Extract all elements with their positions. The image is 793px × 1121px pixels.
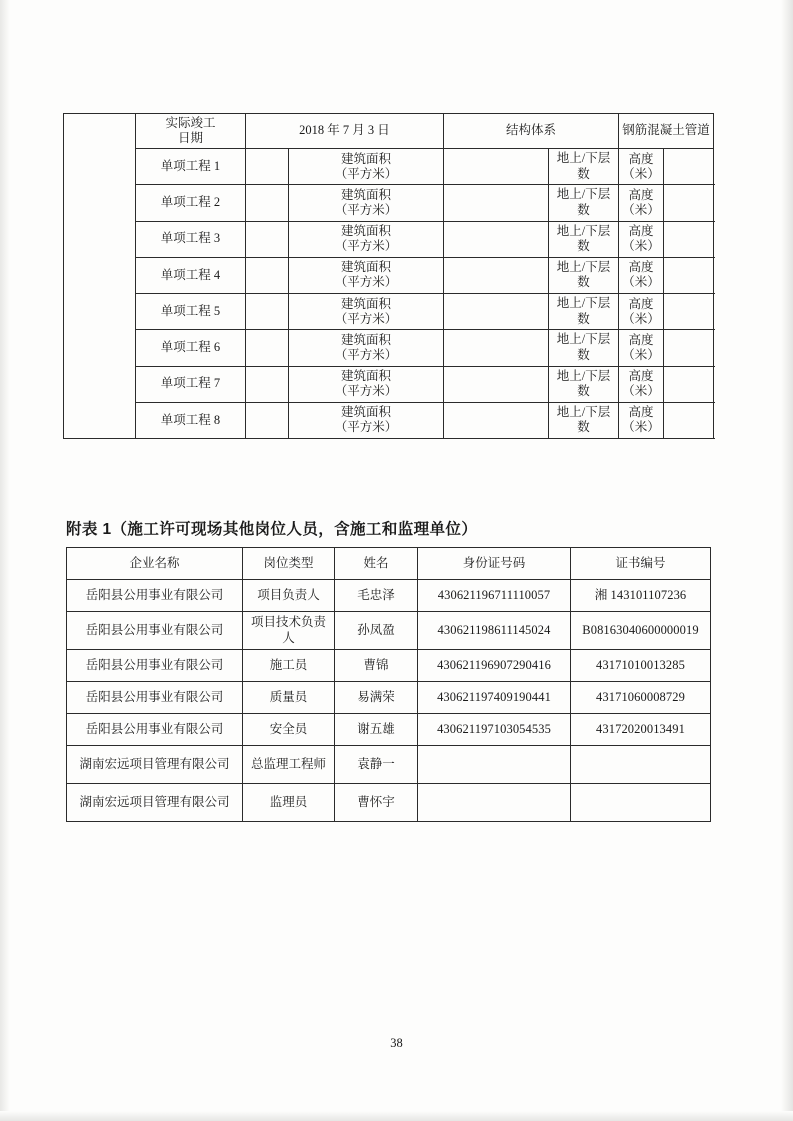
project-label: 单项工程 6 — [136, 330, 246, 366]
floors-label-cell: 地上/下层数 — [549, 185, 619, 221]
table-row — [67, 612, 711, 650]
structure-system-label: 结构体系 — [444, 114, 619, 149]
cell-company: 湖南宏远项目管理有限公司 — [67, 784, 243, 822]
cell-cert: 43171060008729 — [571, 682, 711, 714]
area-value-cell — [246, 294, 289, 330]
height-value-cell — [664, 402, 714, 438]
cell-company: 岳阳县公用事业有限公司 — [67, 650, 243, 682]
floors-value-cell — [444, 366, 549, 402]
cell-id — [418, 746, 571, 784]
column-header-name: 姓名 — [335, 548, 418, 580]
cell-cert: 43172020013491 — [571, 714, 711, 746]
completion-info-table — [63, 113, 714, 439]
project-label: 单项工程 1 — [136, 149, 246, 185]
project-label: 单项工程 5 — [136, 294, 246, 330]
column-header-role: 岗位类型 — [243, 548, 335, 580]
floors-label-cell: 地上/下层数 — [549, 257, 619, 293]
floors-value-cell — [444, 402, 549, 438]
table-row — [67, 650, 711, 682]
height-value-cell — [664, 221, 714, 257]
cell-role: 项目负责人 — [243, 580, 335, 612]
cell-id: 430621196711110057 — [418, 580, 571, 612]
cell-role: 质量员 — [243, 682, 335, 714]
table-row — [64, 149, 714, 185]
column-header-id: 身份证号码 — [418, 548, 571, 580]
table-row — [64, 185, 714, 221]
cell-company: 岳阳县公用事业有限公司 — [67, 612, 243, 650]
floors-label-cell: 地上/下层数 — [549, 366, 619, 402]
table-row-header — [64, 114, 714, 149]
cell-company: 岳阳县公用事业有限公司 — [67, 580, 243, 612]
height-label-cell: 高度 （米） — [619, 221, 664, 257]
area-value-cell — [246, 185, 289, 221]
floors-value-cell — [444, 149, 549, 185]
height-label-cell: 高度 （米） — [619, 185, 664, 221]
cell-id: 430621198611145024 — [418, 612, 571, 650]
area-value-cell — [246, 221, 289, 257]
height-value-cell — [664, 149, 714, 185]
structure-system-value: 钢筋混凝土管道 — [619, 114, 714, 149]
column-header-cert: 证书编号 — [571, 548, 711, 580]
table-row — [64, 257, 714, 293]
table-row — [64, 330, 714, 366]
table-row — [67, 784, 711, 822]
cell-name: 袁静一 — [335, 746, 418, 784]
cell-name: 毛忠泽 — [335, 580, 418, 612]
cell-company: 岳阳县公用事业有限公司 — [67, 714, 243, 746]
table-row — [67, 746, 711, 784]
completion-date-label: 实际竣工 日期 — [136, 114, 246, 149]
cell-company: 岳阳县公用事业有限公司 — [67, 682, 243, 714]
column-header-company: 企业名称 — [67, 548, 243, 580]
floors-value-cell — [444, 257, 549, 293]
completion-info-table-container — [63, 113, 713, 439]
scan-edge-right — [781, 0, 793, 1121]
height-label-cell: 高度 （米） — [619, 257, 664, 293]
project-label: 单项工程 4 — [136, 257, 246, 293]
cell-cert: B08163040600000019 — [571, 612, 711, 650]
height-label-cell: 高度 （米） — [619, 330, 664, 366]
height-value-cell — [664, 294, 714, 330]
table-row — [67, 682, 711, 714]
floors-label-cell: 地上/下层数 — [549, 330, 619, 366]
cell-id — [418, 784, 571, 822]
height-value-cell — [664, 366, 714, 402]
area-value-cell — [246, 257, 289, 293]
height-value-cell — [664, 257, 714, 293]
area-value-cell — [246, 402, 289, 438]
cell-role: 安全员 — [243, 714, 335, 746]
area-label-cell: 建筑面积 （平方米） — [289, 221, 444, 257]
floors-label-cell: 地上/下层数 — [549, 402, 619, 438]
table-row — [67, 714, 711, 746]
cell-id: 430621196907290416 — [418, 650, 571, 682]
completion-date-value: 2018 年 7 月 3 日 — [246, 114, 444, 149]
cell-name: 孙凤盈 — [335, 612, 418, 650]
height-label-cell: 高度 （米） — [619, 366, 664, 402]
floors-value-cell — [444, 294, 549, 330]
project-label: 单项工程 3 — [136, 221, 246, 257]
left-margin-cell — [64, 114, 136, 439]
cell-company: 湖南宏远项目管理有限公司 — [67, 746, 243, 784]
cell-name: 易满荣 — [335, 682, 418, 714]
area-label-cell: 建筑面积 （平方米） — [289, 402, 444, 438]
project-label: 单项工程 8 — [136, 402, 246, 438]
cell-id: 430621197103054535 — [418, 714, 571, 746]
page-number: 38 — [390, 1036, 403, 1050]
height-label-cell: 高度 （米） — [619, 402, 664, 438]
area-label-cell: 建筑面积 （平方米） — [289, 185, 444, 221]
table-row — [67, 580, 711, 612]
floors-label-cell: 地上/下层数 — [549, 149, 619, 185]
cell-name: 曹锦 — [335, 650, 418, 682]
cell-cert: 43171010013285 — [571, 650, 711, 682]
table-row — [64, 221, 714, 257]
scan-edge-bottom — [0, 1111, 793, 1121]
area-value-cell — [246, 149, 289, 185]
project-label: 单项工程 2 — [136, 185, 246, 221]
cell-cert: 湘 143101107236 — [571, 580, 711, 612]
cell-name: 曹怀宇 — [335, 784, 418, 822]
cell-role: 总监理工程师 — [243, 746, 335, 784]
height-label-cell: 高度 （米） — [619, 149, 664, 185]
area-value-cell — [246, 330, 289, 366]
cell-role: 施工员 — [243, 650, 335, 682]
table-row — [64, 294, 714, 330]
personnel-table-container — [66, 547, 710, 822]
area-label-cell: 建筑面积 （平方米） — [289, 294, 444, 330]
cell-role: 监理员 — [243, 784, 335, 822]
table-row — [64, 402, 714, 438]
area-label-cell: 建筑面积 （平方米） — [289, 330, 444, 366]
cell-role: 项目技术负责人 — [243, 612, 335, 650]
floors-label-cell: 地上/下层数 — [549, 221, 619, 257]
floors-label-cell: 地上/下层数 — [549, 294, 619, 330]
cell-id: 430621197409190441 — [418, 682, 571, 714]
cell-cert — [571, 746, 711, 784]
table-row — [64, 366, 714, 402]
section-heading: 附表 1（施工许可现场其他岗位人员，含施工和监理单位） — [66, 521, 478, 538]
project-label: 单项工程 7 — [136, 366, 246, 402]
floors-value-cell — [444, 330, 549, 366]
table-header-row — [67, 548, 711, 580]
area-label-cell: 建筑面积 （平方米） — [289, 149, 444, 185]
height-label-cell: 高度 （米） — [619, 294, 664, 330]
cell-name: 谢五雄 — [335, 714, 418, 746]
scan-edge-left — [0, 0, 10, 1121]
cell-cert — [571, 784, 711, 822]
area-label-cell: 建筑面积 （平方米） — [289, 366, 444, 402]
area-value-cell — [246, 366, 289, 402]
height-value-cell — [664, 330, 714, 366]
area-label-cell: 建筑面积 （平方米） — [289, 257, 444, 293]
floors-value-cell — [444, 185, 549, 221]
floors-value-cell — [444, 221, 549, 257]
height-value-cell — [664, 185, 714, 221]
personnel-table — [66, 547, 711, 822]
